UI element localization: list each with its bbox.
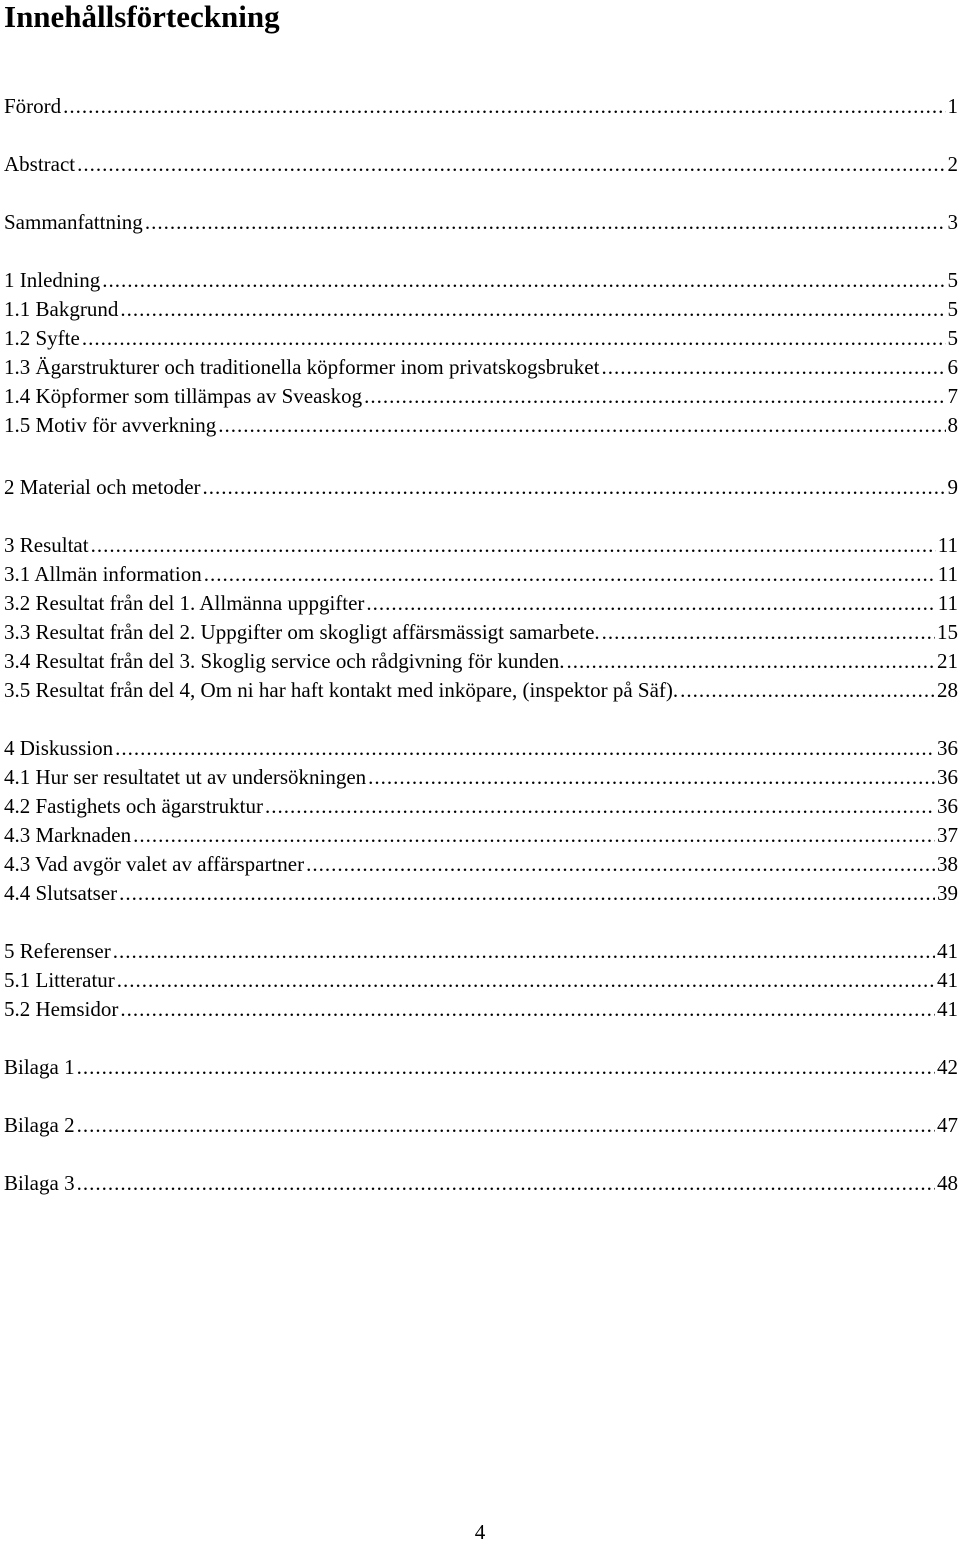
dot-leader xyxy=(119,879,935,907)
toc-entry-page: 6 xyxy=(947,355,958,379)
toc-entry-resultat[interactable] xyxy=(4,531,958,559)
toc-entry-page: 36 xyxy=(937,736,958,760)
dot-leader xyxy=(602,618,935,646)
toc-entry-label: 1.3 Ägarstrukturer och traditionella köpformer inom privatskogsbruket xyxy=(4,355,600,379)
toc-entry-litteratur[interactable] xyxy=(4,966,958,994)
toc-entry-label: Bilaga 1 xyxy=(4,1055,75,1079)
toc-entry-page: 37 xyxy=(937,823,958,847)
toc-entry-bilaga-2[interactable] xyxy=(4,1111,958,1139)
toc-entry-bakgrund[interactable] xyxy=(4,295,958,323)
toc-entry-label: 4.1 Hur ser resultatet ut av undersökningen xyxy=(4,765,367,789)
toc-entry-label: 4.3 Marknaden xyxy=(4,823,132,847)
toc-entry-label: 1.1 Bakgrund xyxy=(4,297,119,321)
toc-entry-label: 1.5 Motiv för avverkning xyxy=(4,413,217,437)
toc-entry-label: Abstract xyxy=(4,152,76,176)
toc-entry-label: 3.3 Resultat från del 2. Uppgifter om skogligt affärsmässigt samarbete. xyxy=(4,620,600,644)
toc-entry-vad-avgor-valet[interactable] xyxy=(4,850,958,878)
dot-leader xyxy=(566,647,935,675)
dot-leader xyxy=(102,266,945,294)
dot-leader xyxy=(120,995,935,1023)
toc-entry-label: Bilaga 2 xyxy=(4,1113,75,1137)
toc-entry-page: 3 xyxy=(947,210,958,234)
toc-entry-page: 8 xyxy=(947,413,958,437)
dot-leader xyxy=(77,150,945,178)
dot-leader xyxy=(680,676,935,704)
toc-entry-page: 5 xyxy=(947,297,958,321)
toc-entry-resultat-del-3[interactable] xyxy=(4,647,958,675)
toc-entry-page: 2 xyxy=(947,152,958,176)
dot-leader xyxy=(204,560,936,588)
toc-entry-page: 11 xyxy=(937,533,958,557)
dot-leader xyxy=(82,324,946,352)
toc-entry-page: 48 xyxy=(937,1171,958,1195)
dot-leader xyxy=(306,850,935,878)
toc-entry-page: 41 xyxy=(937,968,958,992)
toc-entry-marknaden[interactable] xyxy=(4,821,958,849)
toc-entry-page: 15 xyxy=(937,620,958,644)
toc-entry-page: 5 xyxy=(947,268,958,292)
toc-entry-page: 28 xyxy=(937,678,958,702)
toc-entry-abstract[interactable] xyxy=(4,150,958,178)
toc-entry-label: 5 Referenser xyxy=(4,939,111,963)
toc-entry-label: 3.2 Resultat från del 1. Allmänna uppgifter xyxy=(4,591,365,615)
toc-entry-label: 5.2 Hemsidor xyxy=(4,997,119,1021)
toc-entry-sammanfattning[interactable] xyxy=(4,208,958,236)
toc-entry-label: 4 Diskussion xyxy=(4,736,114,760)
toc-entry-bilaga-3[interactable] xyxy=(4,1169,958,1197)
dot-leader xyxy=(203,473,946,501)
dot-leader xyxy=(63,92,945,120)
toc-entry-bilaga-1[interactable] xyxy=(4,1053,958,1081)
dot-leader xyxy=(601,353,945,381)
toc-entry-inledning[interactable] xyxy=(4,266,958,294)
toc-entry-forord[interactable] xyxy=(4,92,958,120)
toc-entry-page: 5 xyxy=(947,326,958,350)
toc-entry-label: Sammanfattning xyxy=(4,210,143,234)
dot-leader xyxy=(113,937,935,965)
toc-entry-label: 5.1 Litteratur xyxy=(4,968,115,992)
toc-entry-label: 4.4 Slutsatser xyxy=(4,881,118,905)
toc-entry-hur-ser-resultatet-ut[interactable] xyxy=(4,763,958,791)
dot-leader xyxy=(77,1053,935,1081)
toc-entry-motiv-avverkning[interactable] xyxy=(4,411,958,439)
toc-entry-page: 47 xyxy=(937,1113,958,1137)
dot-leader xyxy=(117,966,935,994)
toc-entry-label: 3.4 Resultat från del 3. Skoglig service och rådgivning för kunden. xyxy=(4,649,565,673)
toc-entry-hemsidor[interactable] xyxy=(4,995,958,1023)
dot-leader xyxy=(115,734,935,762)
dot-leader xyxy=(133,821,935,849)
toc-entry-page: 42 xyxy=(937,1055,958,1079)
toc-entry-label: 4.3 Vad avgör valet av affärspartner xyxy=(4,852,305,876)
toc-entry-label: Förord xyxy=(4,94,62,118)
toc-entry-kopformer-sveaskog[interactable] xyxy=(4,382,958,410)
toc-entry-resultat-del-4[interactable] xyxy=(4,676,958,704)
toc-entry-fastighets-agarstruktur[interactable] xyxy=(4,792,958,820)
dot-leader xyxy=(77,1169,935,1197)
toc-entry-page: 7 xyxy=(947,384,958,408)
toc-entry-page: 38 xyxy=(937,852,958,876)
toc-entry-label: 1.2 Syfte xyxy=(4,326,80,350)
dot-leader xyxy=(364,382,945,410)
dot-leader xyxy=(265,792,935,820)
toc-entry-label: 1 Inledning xyxy=(4,268,101,292)
toc-entry-resultat-del-2[interactable] xyxy=(4,618,958,646)
dot-leader xyxy=(218,411,945,439)
page-title: Innehållsförteckning xyxy=(4,0,280,34)
toc-entry-syfte[interactable] xyxy=(4,324,958,352)
page-number: 4 xyxy=(474,1520,486,1544)
toc-entry-page: 39 xyxy=(937,881,958,905)
toc-entry-page: 41 xyxy=(937,939,958,963)
toc-entry-page: 36 xyxy=(937,765,958,789)
toc-entry-page: 41 xyxy=(937,997,958,1021)
toc-entry-material-metoder[interactable] xyxy=(4,473,958,501)
toc-entry-label: Bilaga 3 xyxy=(4,1171,75,1195)
dot-leader xyxy=(120,295,945,323)
toc-entry-label: 4.2 Fastighets och ägarstruktur xyxy=(4,794,263,818)
dot-leader xyxy=(145,208,946,236)
toc-entry-label: 3 Resultat xyxy=(4,533,89,557)
toc-entry-resultat-del-1[interactable] xyxy=(4,589,958,617)
toc-entry-agarstrukturer[interactable] xyxy=(4,353,958,381)
dot-leader xyxy=(368,763,935,791)
toc-entry-slutsatser[interactable] xyxy=(4,879,958,907)
toc-entry-page: 9 xyxy=(947,475,958,499)
toc-entry-page: 11 xyxy=(937,591,958,615)
toc-entry-referenser[interactable] xyxy=(4,937,958,965)
toc-entry-allman-information[interactable] xyxy=(4,560,958,588)
dot-leader xyxy=(91,531,936,559)
toc-entry-label: 1.4 Köpformer som tillämpas av Sveaskog xyxy=(4,384,363,408)
toc-entry-label: 2 Material och metoder xyxy=(4,475,201,499)
toc-entry-page: 21 xyxy=(937,649,958,673)
dot-leader xyxy=(77,1111,935,1139)
toc-entry-diskussion[interactable] xyxy=(4,734,958,762)
toc-entry-page: 1 xyxy=(947,94,958,118)
dot-leader xyxy=(366,589,935,617)
toc-entry-page: 36 xyxy=(937,794,958,818)
toc-entry-page: 11 xyxy=(937,562,958,586)
toc-entry-label: 3.5 Resultat från del 4, Om ni har haft kontakt med inköpare, (inspektor på Säf). xyxy=(4,678,679,702)
toc-entry-label: 3.1 Allmän information xyxy=(4,562,202,586)
